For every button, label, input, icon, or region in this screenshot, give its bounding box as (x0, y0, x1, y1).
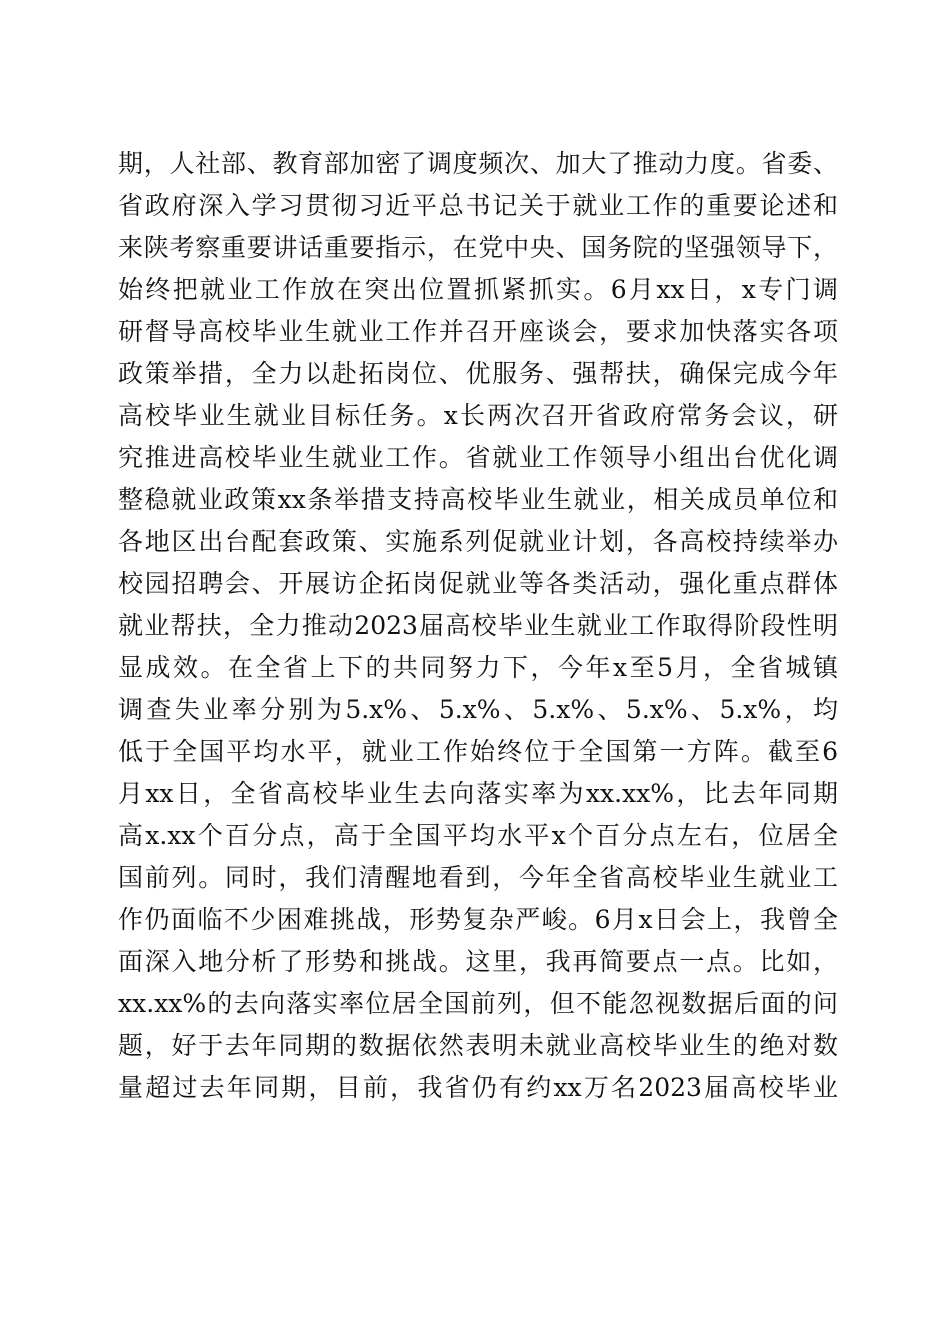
text-line: 国前列。同时，我们清醒地看到，今年全省高校毕业生就业工 (118, 863, 838, 892)
text-line: 高校毕业生就业目标任务。x长两次召开省政府常务会议，研 (118, 401, 838, 430)
text-line: xx.xx%的去向落实率位居全国前列，但不能忽视数据后面的问 (118, 989, 838, 1018)
text-line: 省政府深入学习贯彻习近平总书记关于就业工作的重要论述和 (118, 191, 838, 220)
text-line: 校园招聘会、开展访企拓岗促就业等各类活动，强化重点群体 (118, 569, 838, 598)
body-paragraph (118, 143, 838, 1109)
text-line: 究推进高校毕业生就业工作。省就业工作领导小组出台优化调 (118, 443, 838, 472)
text-line: 面深入地分析了形势和挑战。这里，我再简要点一点。比如， (118, 947, 838, 976)
text-line: 期，人社部、教育部加密了调度频次、加大了推动力度。省委、 (118, 149, 838, 178)
text-line: 来陕考察重要讲话重要指示，在党中央、国务院的坚强领导下， (118, 233, 838, 262)
text-line: 政策举措，全力以赴拓岗位、优服务、强帮扶，确保完成今年 (118, 359, 838, 388)
text-line: 高x.xx个百分点，高于全国平均水平x个百分点左右，位居全 (118, 821, 838, 850)
text-line: 始终把就业工作放在突出位置抓紧抓实。6月xx日，x专门调 (118, 275, 838, 304)
text-line: 就业帮扶，全力推动2023届高校毕业生就业工作取得阶段性明 (118, 611, 838, 640)
text-line: 月xx日，全省高校毕业生去向落实率为xx.xx%，比去年同期 (118, 779, 838, 808)
text-line: 量超过去年同期，目前，我省仍有约xx万名2023届高校毕业 (118, 1073, 838, 1102)
text-line: 调查失业率分别为5.x%、5.x%、5.x%、5.x%、5.x%，均 (118, 695, 838, 724)
text-line: 各地区出台配套政策、实施系列促就业计划，各高校持续举办 (118, 527, 838, 556)
text-line: 作仍面临不少困难挑战，形势复杂严峻。6月x日会上，我曾全 (118, 905, 838, 934)
text-line: 低于全国平均水平，就业工作始终位于全国第一方阵。截至6 (118, 737, 838, 766)
text-line: 题，好于去年同期的数据依然表明未就业高校毕业生的绝对数 (118, 1031, 838, 1060)
text-line: 研督导高校毕业生就业工作并召开座谈会，要求加快落实各项 (118, 317, 838, 346)
text-line: 整稳就业政策xx条举措支持高校毕业生就业，相关成员单位和 (118, 485, 838, 514)
text-line: 显成效。在全省上下的共同努力下，今年x至5月，全省城镇 (118, 653, 838, 682)
